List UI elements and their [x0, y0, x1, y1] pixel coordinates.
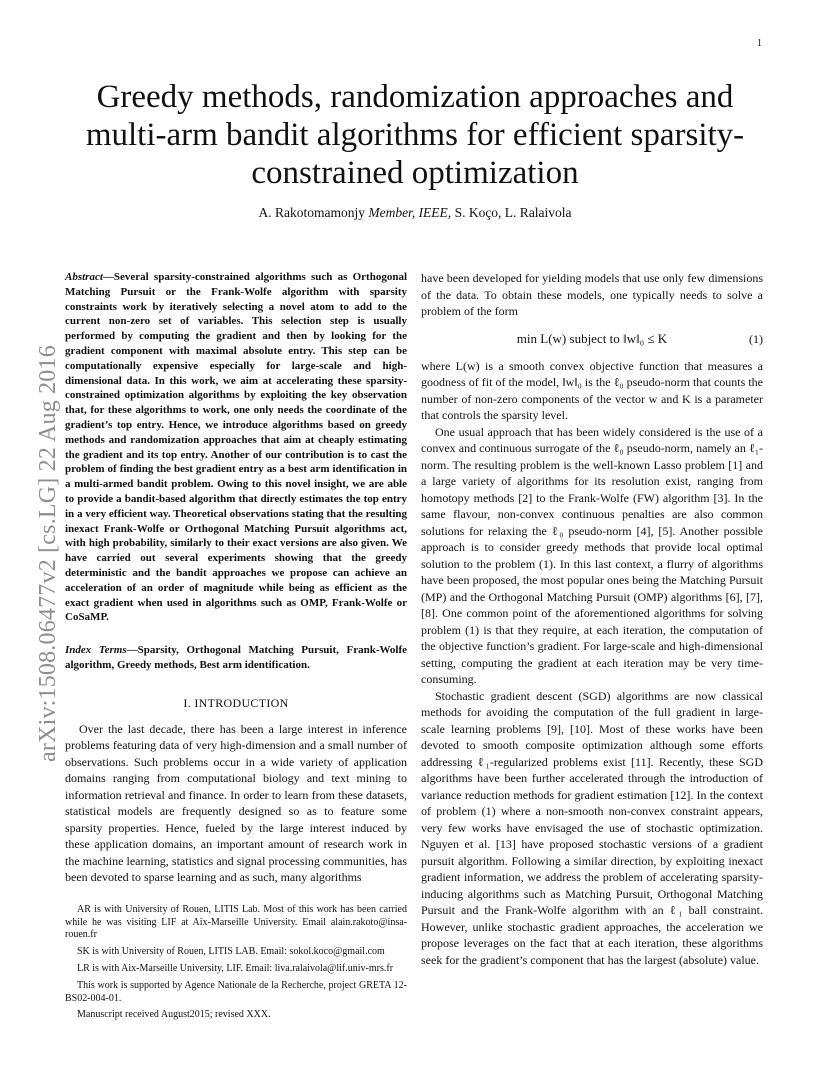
index-terms-label: Index Terms [65, 644, 127, 657]
arxiv-stamp-text: arXiv:1508.06477v2 [cs.LG] 22 Aug 2016 [35, 345, 61, 762]
right-paragraph-4: Stochastic gradient descent (SGD) algorithms are now classical methods for avoiding the computation of the full gradient in large-scale learning problems [9], [10]. Most of these works have been devoted to smooth composite optimization although some efforts addressing ℓ₁-regularized problems exist [11]. Recently, these SGD algorithms have been further accelerated through the introduction of variance reduction methods for gradient estimation [12]. In the context of problem (1) where a non-smooth non-convex constraint appears, very few works have envisaged the use of stochastic optimization. Nguyen et al. [13] have proposed stochastic versions of a gradient pursuit algorithm. Following a similar direction, by exploiting inexact gradient information, we address the problem of accelerating sparsity-inducing algorithms such as Matching Pursuit, Orthogonal Matching Pursuit and the Frank-Wolfe algorithm with an ℓ₁ ball constraint. However, unlike stochastic gradient approaches, the acceleration we propose leverages on the fact that at each iteration, these algorithms seek for the gradient’s component that has the largest (absolute) value. [421, 688, 763, 967]
abstract-label: Abstract [65, 271, 103, 283]
footnote-5: Manuscript received August2015; revised XXX. [77, 1009, 271, 1021]
equation-text: min L(w) subject to ‖w‖₀ ≤ K [516, 330, 668, 346]
footnote-3: LR is with Aix-Marseille University, LIF. Email: liva.ralaivola@lif.univ-mrs.fr [77, 962, 394, 974]
author-rest: S. Koço, L. Ralaivola [454, 205, 572, 220]
equation-number: (1) [749, 331, 763, 346]
footnote-4: This work is supported by Agence Nationale de la Recherche, project GRETA 12-BS02-004-01. [65, 979, 407, 1004]
section-heading: I. INTRODUCTION [183, 695, 289, 710]
abstract [65, 270, 407, 625]
right-paragraph-1: have been developed for yielding models that use only few dimensions of the data. To obtain these models, one typically needs to solve a problem of the form [421, 271, 763, 318]
right-paragraph-2: where L(w) is a smooth convex objective function that measures a goodness of fit of the model, ‖w‖₀ is the ℓ₀ pseudo-norm that counts the number of non-zero components of the vector w and K is a parameter that controls the sparsity level. [421, 358, 763, 422]
footnotes [65, 904, 407, 1022]
author-line [85, 204, 745, 222]
author-member: Member, IEEE, [368, 205, 452, 220]
footnote-2: SK is with University of Rouen, LITIS LAB. Email: sokol.koco@gmail.com [77, 946, 385, 958]
right-column [421, 270, 763, 968]
paper-title: Greedy methods, randomization approaches and multi-arm bandit algorithms for efficient sparsity-constrained optimization [85, 79, 745, 191]
intro-paragraph: Over the last decade, there has been a large interest in inference problems featuring data of very high-dimension and a small number of observations. Such problems occur in a wide variety of application domains ranging from computational biology and text mining to information retrieval and finance. In order to learn from these datasets, statistical models are frequently designed so as to feature some sparsity properties. Hence, fueled by the large interest induced by these application domains, an important amount of research work in the machine learning, statistics and signal processing communities, has been devoted to sparse learning and as such, many algorithms [65, 721, 407, 885]
index-terms [65, 643, 407, 673]
left-column [65, 270, 407, 1026]
footnote-1: AR is with University of Rouen, LITIS Lab. Most of this work has been carried while he was visiting LIF at Aix-Marseille University. Email alain.rakoto@insa-rouen.fr [65, 903, 407, 941]
right-paragraph-3: One usual approach that has been widely considered is the use of a convex and continuous surrogate of the ℓ₀ pseudo-norm, namely an ℓ₁-norm. The resulting problem is the well-known Lasso problem [1] and a large variety of algorithms for its resolution exist, ranging from homotopy methods [2] to the Frank-Wolfe (FW) algorithm [3]. In the same flavour, non-convex continuous penalties are also common solutions for relaxing the ℓ₀ pseudo-norm [4], [5]. Another possible approach is to consider greedy methods that provide local optimal solution to the problem (1). In this last context, a flurry of algorithms have been proposed, the most popular ones being the Matching Pursuit (MP) and the Orthogonal Matching Pursuit (OMP) algorithms [6], [7], [8]. One common point of the aforementioned algorithms for solving problem (1) is that they require, at each iteration, the computation of the objective function’s gradient. For large-scale and high-dimensional setting, computing the gradient at each iteration may be very time-consuming. [421, 424, 763, 686]
title-block [85, 78, 745, 222]
abstract-text: —Several sparsity-constrained algorithms such as Orthogonal Matching Pursuit or the Frank-Wolfe algorithm with sparsity constraints work by iteratively selecting a novel atom to add to the current non-zero set of variables. This selection step is usually performed by computing the gradient and then by looking for the gradient component with maximal absolute entry. This step can be computationally expensive especially for large-scale and high-dimensional data. In this work, we aim at accelerating these sparsity-constrained optimization algorithms by exploiting the key observation that, for these algorithms to work, one only needs the coordinate of the gradient’s top entry. Hence, we introduce algorithms based on greedy methods and randomization approaches that aim at cheaply estimating the gradient and its top entry. Another of our contribution is to cast the problem of finding the best gradient entry as a best arm identification in a multi-armed bandit problem. Owing to this novel insight, we are able to provide a bandit-based algorithm that directly estimates the top entry in a very efficient way. Theoretical observations stating that the resulting inexact Frank-Wolfe or Orthogonal Matching Pursuit algorithms act, with high probability, similarly to their exact versions are also given. We have carried out several experiments showing that the greedy deterministic and the bandit approaches we propose can achieve an acceleration of an order of magnitude while being as efficient as the exact gradient when used in algorithms such as OMP, Frank-Wolfe or CoSaMP. [65, 271, 407, 624]
equation-1 [421, 328, 763, 350]
arxiv-stamp [36, 272, 60, 762]
author-first: A. Rakotomamonjy [258, 205, 365, 220]
index-terms-text: —Sparsity, Orthogonal Matching Pursuit, Frank-Wolfe algorithm, Greedy methods, Best arm identification. [65, 644, 407, 671]
page-number: 1 [757, 38, 762, 49]
